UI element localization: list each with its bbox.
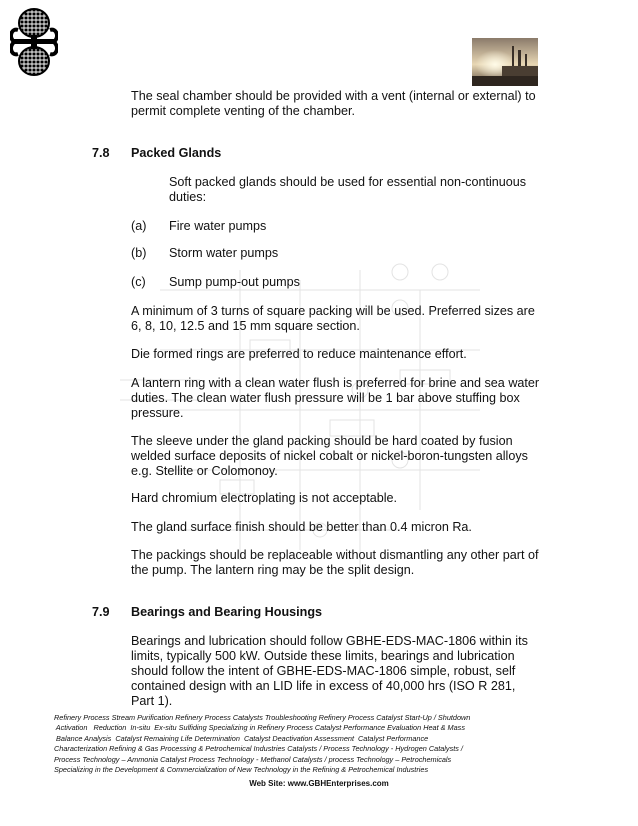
paragraph-replaceable-packings: The packings should be replaceable without dismantling any other part of the pump. The lantern ring may be the split design. [131,548,539,577]
list-item-storm-water-pumps: Storm water pumps [169,246,279,260]
footer-line: Refinery Process Stream Purification Refinery Process Catalysts Troubleshooting Refinery Process Catalyst Start-Up / Shutdown [54,713,471,722]
footer-line: Specializing in the Development & Commercialization of New Technology in the Refining & Petrochemical Industries [54,765,429,775]
footer-line: Activation Reduction In-situ Ex-situ Sulfiding Specializing in Refinery Process Catalyst Performance Evaluation Heat & Mass [54,723,465,733]
list-marker-b: (b) [131,246,147,260]
seal-chamber-paragraph: The seal chamber should be provided with a vent (internal or external) to permit complete venting of the chamber. [131,89,536,118]
footer-line: Balance Analysis Catalyst Remaining Life Determination Catalyst Deactivation Assessment Catalyst Performance [54,733,429,743]
footer-services-text [54,713,554,775]
paragraph-bearings-lubrication: Bearings and lubrication should follow GBHE-EDS-MAC-1806 within its limits, typically 500 kW. Outside these limits, bearings and lubrication should follow the intent of GBHE-EDS-MAC-1806 simple, robust, self contained design with an LID life in excess of 40,000 hrs (ISO R 281, Part 1). [131,634,528,708]
list-item-fire-water-pumps: Fire water pumps [169,219,267,233]
list-marker-a: (a) [131,219,147,233]
list-marker-c: (c) [131,275,146,289]
paragraph-hard-chromium: Hard chromium electroplating is not acceptable. [131,491,397,505]
section-title-bearings: Bearings and Bearing Housings [131,605,323,619]
company-logo-icon [10,6,58,78]
paragraph-packing-turns: A minimum of 3 turns of square packing will be used. Preferred sizes are 6, 8, 10, 12.5 and 15 mm square section. [131,304,535,333]
paragraph-sleeve-coating: The sleeve under the gland packing should be hard coated by fusion welded surface deposits of nickel cobalt or nickel-boron-tungsten alloys e.g. Stellite or Colomonoy. [131,434,528,478]
refinery-photo [472,38,538,86]
paragraph-lantern-ring: A lantern ring with a clean water flush is preferred for brine and sea water duties. The clean water flush pressure will be 1 bar above stuffing box pressure. [131,376,540,420]
footer-website: Web Site: www.GBHEnterprises.com [249,779,389,788]
packed-glands-intro: Soft packed glands should be used for essential non-continuous duties: [169,175,527,204]
footer-line: Process Technology – Ammonia Catalyst Process Technology - Methanol Catalysts / process Technology – Petrochemicals [54,754,452,764]
section-title-packed-glands: Packed Glands [131,146,222,160]
section-number-7-9: 7.9 [92,605,110,619]
section-number-7-8: 7.8 [92,146,110,160]
paragraph-surface-finish: The gland surface finish should be better than 0.4 micron Ra. [131,520,472,534]
footer-line: Characterization Refining & Gas Processing & Petrochemical Industries Catalysts / Process Technology - Hydrogen Catalysts / [54,744,463,754]
paragraph-die-formed-rings: Die formed rings are preferred to reduce maintenance effort. [131,347,467,361]
list-item-sump-pump-out-pumps: Sump pump-out pumps [169,275,300,289]
